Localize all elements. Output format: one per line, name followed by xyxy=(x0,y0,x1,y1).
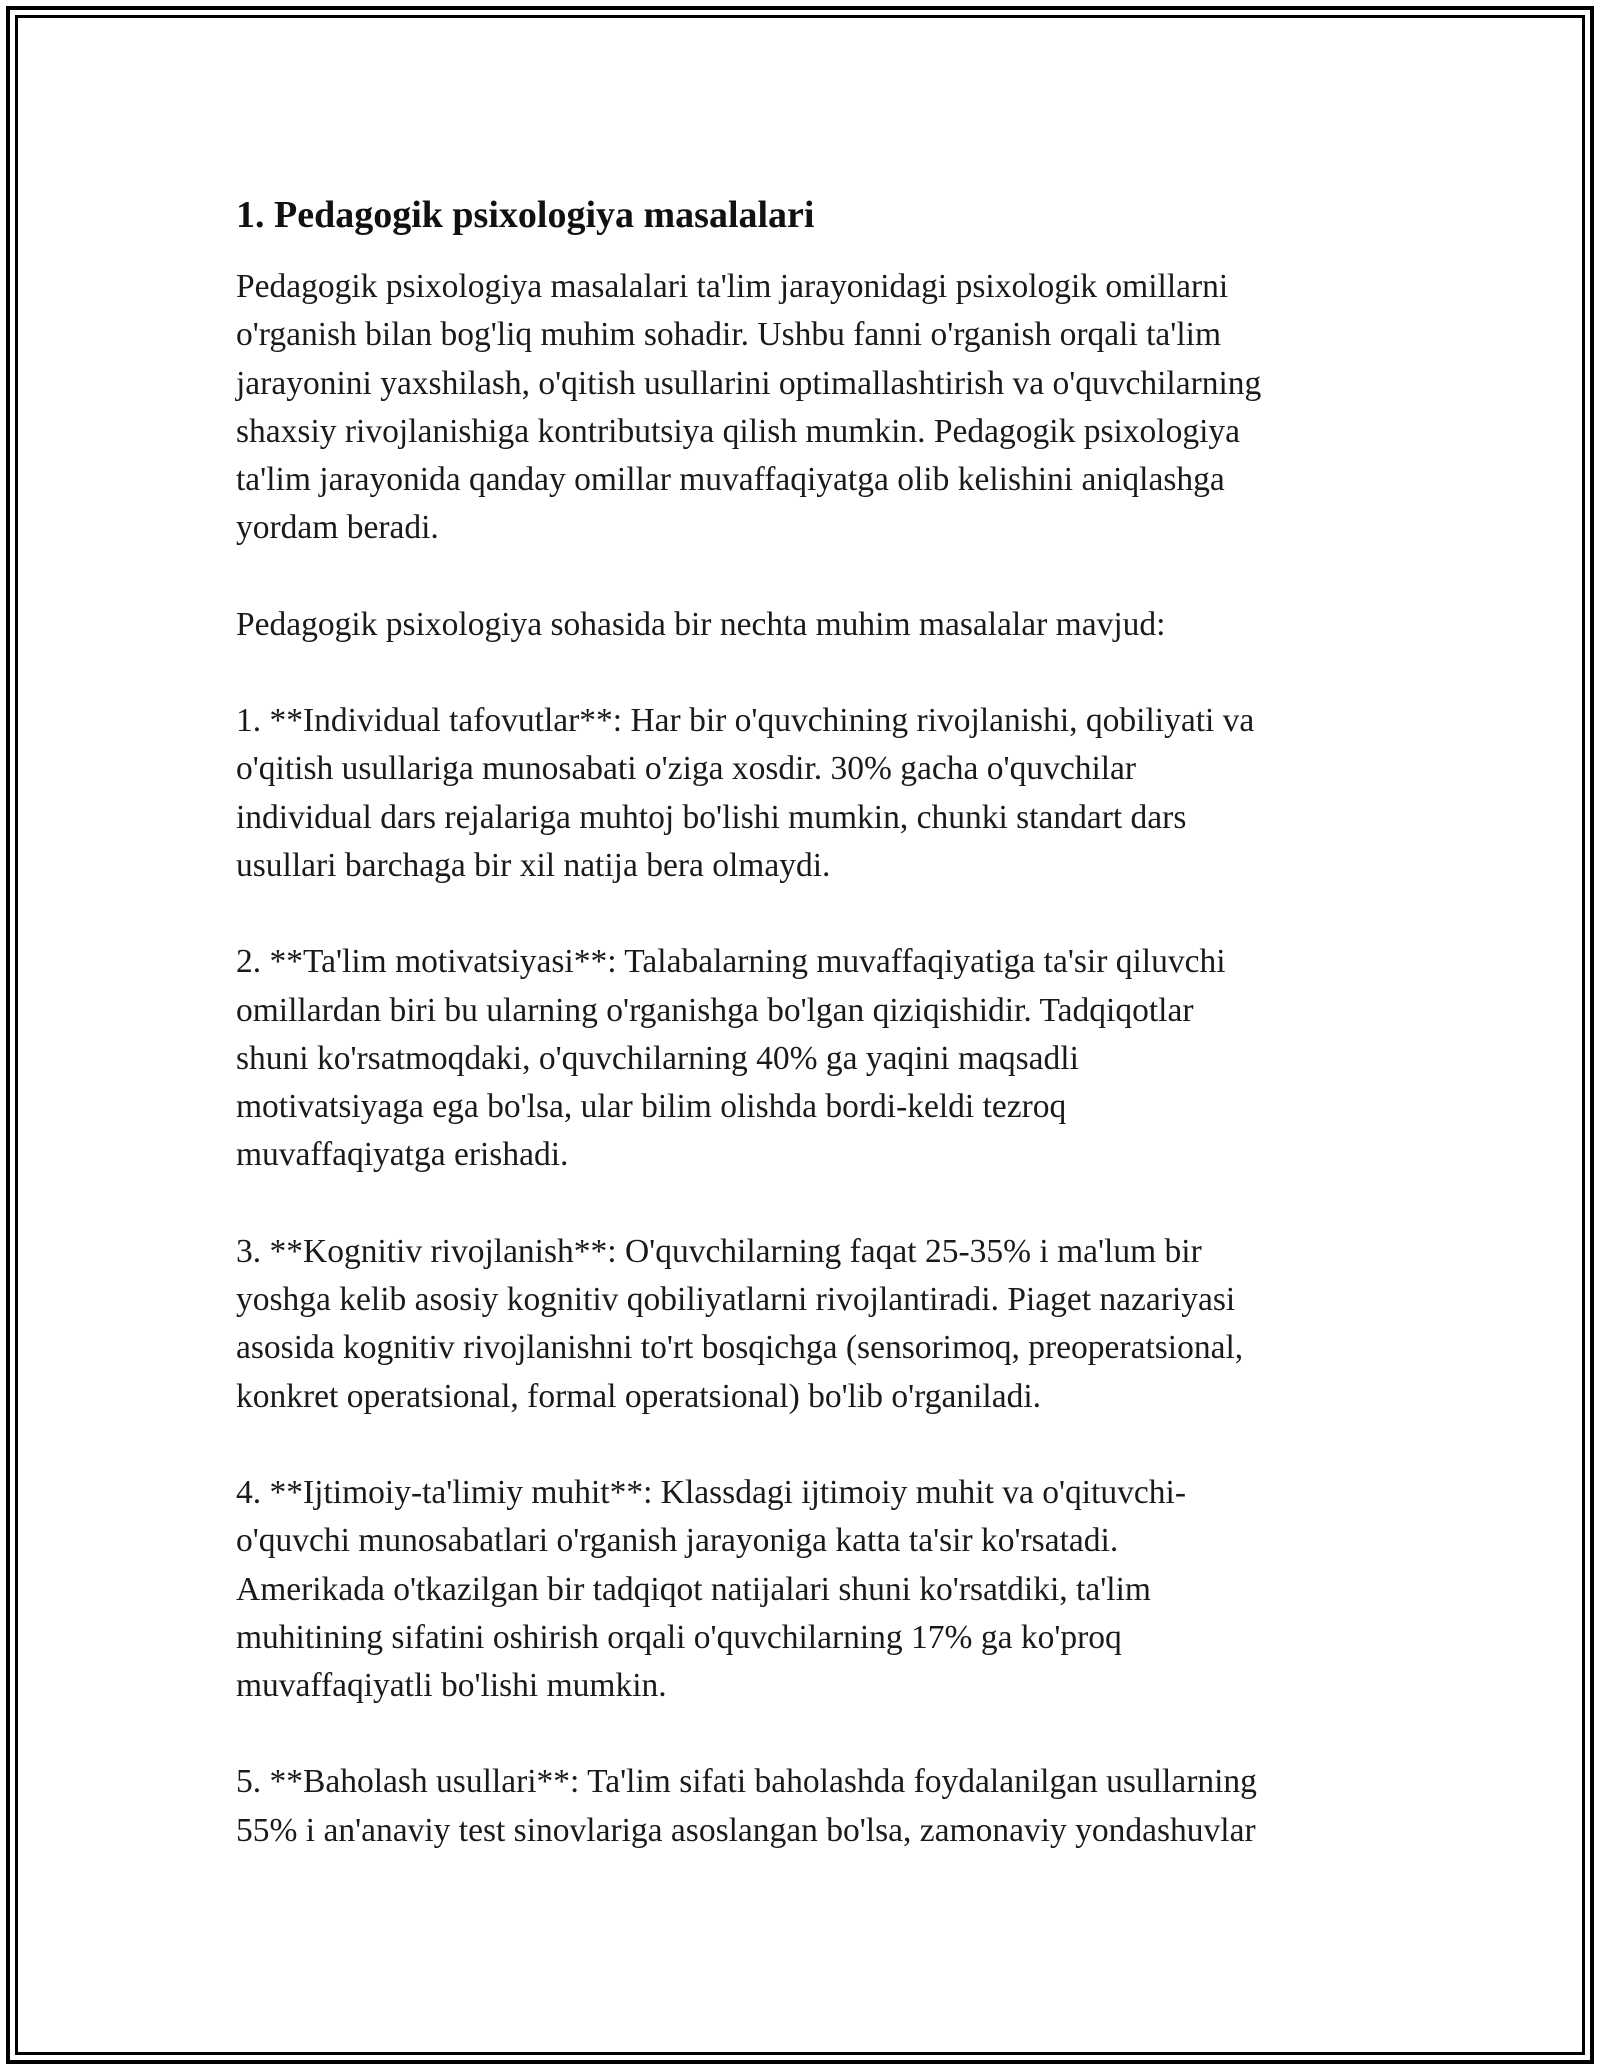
paragraph xyxy=(236,1469,1366,1710)
text-line: o'quvchi munosabatlari o'rganish jarayoniga katta ta'sir ko'rsatadi. xyxy=(236,1522,1119,1560)
text-line: 1. **Individual tafovutlar**: Har bir o'quvchining rivojlanishi, qobiliyati va xyxy=(236,702,1255,740)
text-line: o'rganish bilan bog'liq muhim sohadir. Ushbu fanni o'rganish orqali ta'lim xyxy=(236,316,1222,354)
text-line: shaxsiy rivojlanishiga kontributsiya qilish mumkin. Pedagogik psixologiya xyxy=(236,412,1241,450)
paragraph xyxy=(236,601,1366,649)
text-line: yordam beradi. xyxy=(236,509,439,547)
text-line: 5. **Baholash usullari**: Ta'lim sifati baholashda foydalanilgan usullarning xyxy=(236,1763,1257,1801)
text-line: Pedagogik psixologiya sohasida bir nechta muhim masalalar mavjud: xyxy=(236,605,1166,643)
text-line: Pedagogik psixologiya masalalari ta'lim jarayonidagi psixologik omillarni xyxy=(236,268,1229,305)
text-line: 3. **Kognitiv rivojlanish**: O'quvchilarning faqat 25-35% i ma'lum bir xyxy=(236,1232,1202,1270)
text-line: muhitining sifatini oshirish orqali o'quvchilarning 17% ga ko'proq xyxy=(236,1618,1122,1656)
text-line: omillardan biri bu ularning o'rganishga bo'lgan qiziqishidir. Tadqiqotlar xyxy=(236,991,1194,1029)
text-line: Amerikada o'tkazilgan bir tadqiqot natijalari shuni ko'rsatdiki, ta'lim xyxy=(236,1570,1151,1608)
text-line: ta'lim jarayonida qanday omillar muvaffaqiyatga olib kelishini aniqlashga xyxy=(236,461,1225,499)
paragraph xyxy=(236,1228,1366,1421)
text-line: 2. **Ta'lim motivatsiyasi**: Talabalarning muvaffaqiyatiga ta'sir qiluvchi xyxy=(236,943,1226,981)
text-line: 55% i an'anaviy test sinovlariga asoslangan bo'lsa, zamonaviy yondashuvlar xyxy=(236,1811,1256,1849)
text-line: 4. **Ijtimoiy-ta'limiy muhit**: Klassdagi ijtimoiy muhit va o'qituvchi- xyxy=(236,1473,1187,1511)
paragraph xyxy=(236,1758,1366,1855)
paragraph-list xyxy=(236,263,1366,1855)
text-line: usullari barchaga bir xil natija bera olmaydi. xyxy=(236,846,831,884)
paragraph xyxy=(236,263,1366,553)
text-line: jarayonini yaxshilash, o'qitish usullarini optimallashtirish va o'quvchilarning xyxy=(236,364,1262,402)
text-line: yoshga kelib asosiy kognitiv qobiliyatlarni rivojlantiradi. Piaget nazariyasi xyxy=(236,1281,1236,1319)
paragraph xyxy=(236,938,1366,1179)
text-line: muvaffaqiyatga erishadi. xyxy=(236,1136,569,1174)
paragraph xyxy=(236,697,1366,890)
text-line: individual dars rejalariga muhtoj bo'lishi mumkin, chunki standart dars xyxy=(236,798,1187,836)
document-title: 1. Pedagogik psixologiya masalalari xyxy=(236,194,815,236)
text-line: o'qitish usullariga munosabati o'ziga xosdir. 30% gacha o'quvchilar xyxy=(236,750,1137,788)
text-line: shuni ko'rsatmoqdaki, o'quvchilarning 40% ga yaqini maqsadli xyxy=(236,1039,1079,1077)
text-line: muvaffaqiyatli bo'lishi mumkin. xyxy=(236,1667,667,1705)
text-line: motivatsiyaga ega bo'lsa, ular bilim olishda bordi-keldi tezroq xyxy=(236,1088,1067,1126)
text-line: asosida kognitiv rivojlanishni to'rt bosqichga (sensorimoq, preoperatsional, xyxy=(236,1329,1244,1367)
document-body xyxy=(236,186,1366,1903)
text-line: konkret operatsional, formal operatsional) bo'lib o'rganiladi. xyxy=(236,1377,1041,1415)
